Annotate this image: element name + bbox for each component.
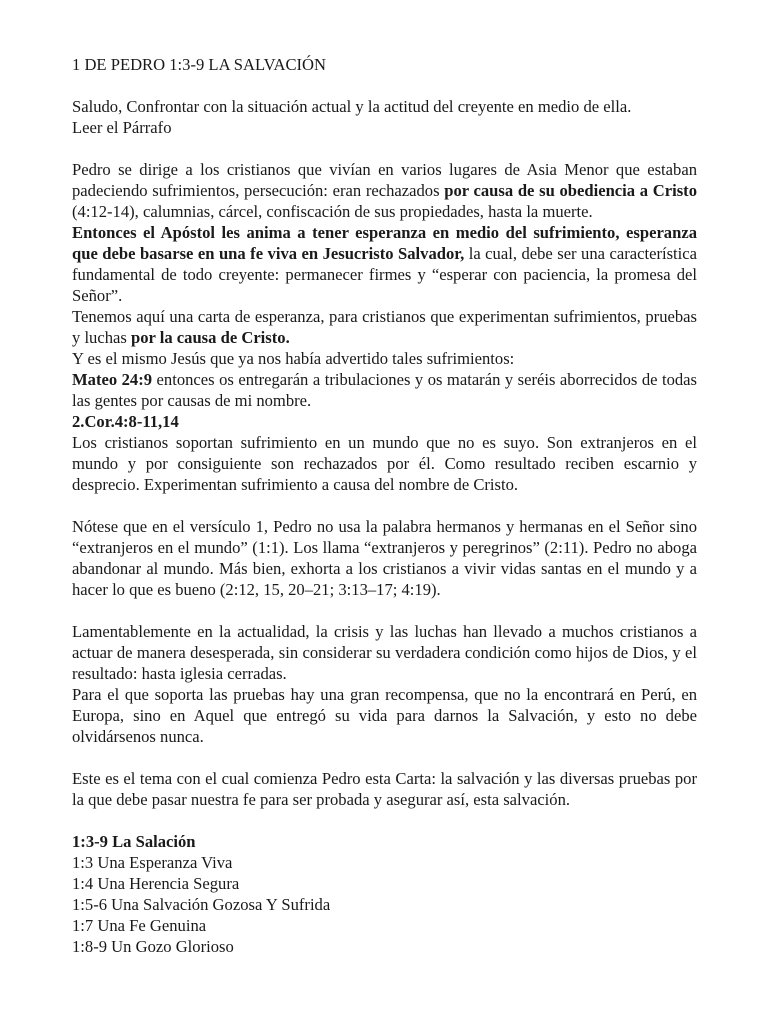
document-page [72,54,697,957]
paragraph-mateo [72,369,697,411]
intro-line-2: Leer el Párrafo [72,118,172,137]
paragraph-verse-note: Nótese que en el versículo 1, Pedro no usa la palabra hermanos y hermanas en el Señor sino “extranjeros en el mundo” (1:1). Los llama “extranjeros y peregrinos” (2:11). Pedro no aboga abandonar al mundo. Más bien, exhorta a los cristianos a vivir vidas santas en el mundo y a hacer lo que es bueno (2:12, 15, 20–21; 3:13–17; 4:19). [72,517,697,599]
paragraph-persecution [72,159,697,222]
bold-run: por causa de su obediencia a Cristo [444,181,697,200]
intro-line-1: Saludo, Confrontar con la situación actual y la actitud del creyente en medio de ella. [72,97,632,116]
paragraph-letter-of-hope [72,306,697,348]
paragraph-foreigners: Los cristianos soportan sufrimiento en un mundo que no es suyo. Son extranjeros en el mundo y por consiguiente son rechazados por él. Como resultado reciben escarnio y desprecio. Experimentan sufrimiento a causa del nombre de Cristo. [72,433,697,494]
bold-run: 2.Cor.4:8-11,14 [72,412,179,431]
bold-run: Mateo 24:9 [72,370,153,389]
outline-heading [72,831,697,852]
outline-item: 1:4 Una Herencia Segura [72,874,240,893]
document-title: 1 DE PEDRO 1:3-9 LA SALVACIÓN [72,55,327,74]
spacer [72,75,697,96]
spacer [72,747,697,768]
paragraph-reward: Para el que soporta las pruebas hay una gran recompensa, que no la encontrará en Perú, en Europa, sino en Aquel que entregó su vida para darnos la Salvación, y esto no debe olvidársenos nunca. [72,685,697,746]
text-run: Pedro se dirige a los cristianos que vivían en varios lugares de Asia Menor que estaban padeciendo sufrimientos, persecución: eran rechazados [72,160,697,200]
spacer [72,810,697,831]
outline-item: 1:5-6 Una Salvación Gozosa Y Sufrida [72,895,331,914]
outline-item: 1:8-9 Un Gozo Glorioso [72,937,234,956]
spacer [72,600,697,621]
bold-run: Entonces el Apóstol les anima a tener esperanza en medio del sufrimiento, esperanza que debe basarse en una fe viva en Jesucristo Salvador, [72,223,697,263]
text-run: la cual, debe ser una característica fundamental de todo creyente: permanecer firmes y “esperar con paciencia, la promesa del Señor”. [72,244,697,305]
text-run: Tenemos aquí una carta de esperanza, para cristianos que experimentan sufrimientos, pruebas y luchas [72,307,697,347]
paragraph-crisis: Lamentablemente en la actualidad, la crisis y las luchas han llevado a muchos cristianos a actuar de manera desesperada, sin considerar su verdadera condición como hijos de Dios, y el resultado: hasta iglesia cerradas. [72,622,697,683]
bold-run: 1:3-9 La Salación [72,832,196,851]
outline-item: 1:7 Una Fe Genuina [72,916,207,935]
bold-run: por la causa de Cristo. [131,328,290,347]
outline-item: 1:3 Una Esperanza Viva [72,853,233,872]
text-run: entonces os entregarán a tribulaciones y os matarán y seréis aborrecidos de todas las gentes por causas de mi nombre. [72,370,697,410]
paragraph-jesus-warned: Y es el mismo Jesús que ya nos había advertido tales sufrimientos: [72,349,515,368]
paragraph-corintios-ref [72,411,697,432]
text-run: (4:12-14), calumnias, cárcel, confiscación de sus propiedades, hasta la muerte. [72,202,593,221]
spacer [72,138,697,159]
paragraph-theme: Este es el tema con el cual comienza Pedro esta Carta: la salvación y las diversas pruebas por la que debe pasar nuestra fe para ser probada y asegurar así, esta salvación. [72,769,697,809]
paragraph-hope [72,222,697,306]
spacer [72,495,697,516]
